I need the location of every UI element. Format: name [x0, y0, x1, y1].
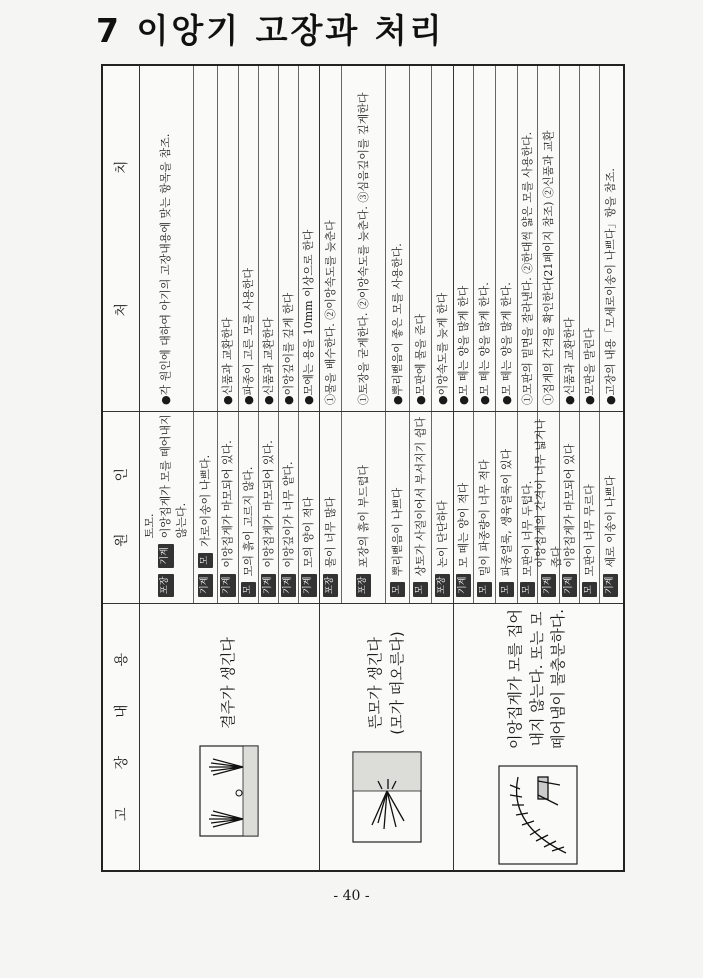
header-char: 용 — [114, 652, 130, 667]
floating-seedling-figure — [352, 751, 422, 843]
cause-row — [473, 412, 495, 603]
cause-line: 모판이 너무 무르다 — [582, 484, 596, 577]
category-badge: 모 — [520, 582, 535, 597]
remedy-text: ●고장의 내용「모세로이송이 나쁘다」항을 참조. — [603, 168, 617, 405]
defect-label — [218, 637, 240, 729]
cause-line: 모 떼는 양이 적다 — [456, 482, 470, 568]
cause-text — [220, 440, 236, 567]
cause-line: 상토가 사질이어서 부서지기 쉽다 — [413, 417, 427, 577]
remedy-row — [579, 66, 599, 411]
category-badge: 포장 — [158, 574, 173, 597]
cause-header — [103, 412, 140, 603]
header-char: 처 — [114, 302, 130, 317]
cause-line: 뿌리뻗음이 나쁘다 — [390, 487, 404, 577]
defect-line: (모가 떠오른다) — [387, 631, 406, 735]
cause-row — [217, 412, 238, 603]
header-char: 고 — [114, 807, 130, 822]
remedy-row — [537, 66, 559, 411]
remedy-text: ●모에는 용을 10mm 이상으로 한다 — [302, 229, 316, 405]
remedy-text: ●파종이 고른 모를 사용한다 — [241, 268, 255, 405]
cause-line: 포장의 흙이 부드럽다 — [356, 464, 370, 568]
category-badge: 기계 — [603, 574, 618, 597]
defect-line: 뜬모가 생긴다 — [365, 637, 384, 729]
remedy-text: ●신품과 교환한다 — [562, 317, 576, 405]
defect-line: 이앙집게가 모를 집어 — [505, 609, 524, 749]
cause-row — [258, 412, 278, 603]
cause-row — [385, 412, 409, 603]
cause-text — [301, 497, 317, 568]
category-badge: 기계 — [261, 574, 276, 597]
remedy-row — [453, 66, 473, 411]
header-char: 내 — [114, 704, 130, 719]
cause-line: 모의 흙이 고르지 않다. — [241, 466, 255, 577]
defect-label — [505, 609, 570, 749]
category-badge: 포장 — [323, 574, 338, 597]
remedy-text: ●이앙속도를 늦게 한다 — [435, 292, 449, 405]
page-title: 7 이앙기 고장과 처리 — [96, 11, 445, 50]
cause-text — [456, 483, 472, 568]
cause-text — [356, 465, 372, 568]
remedy-text: ●각 원인에 대하여 아기의 고장내용에 맞는 항목을 참조. — [159, 133, 173, 405]
cause-line: 세로 이송이 나쁘다 — [603, 475, 617, 568]
remedy-text: ●이앙깊이를 깊게 한다 — [281, 292, 295, 405]
category-badge: 기계 — [281, 574, 296, 597]
cause-line: 밀이 파종량이 너무 적다 — [477, 459, 491, 577]
cause-text — [323, 497, 339, 568]
remedy-row — [217, 66, 238, 411]
cause-row — [599, 412, 621, 603]
cause-line: 이앙깊이가 너무 얕다. — [281, 461, 295, 568]
cause-line: 않는다. — [174, 502, 188, 539]
defect-line: 내지 않는다. 또는 모 — [527, 611, 546, 747]
remedy-row — [473, 66, 495, 411]
cause-row — [238, 412, 258, 603]
troubleshooting-table — [101, 64, 625, 872]
category-badge: 기계 — [562, 574, 577, 597]
cause-row — [298, 412, 319, 603]
header-char: 장 — [114, 755, 130, 770]
category-badge: 모 — [413, 582, 428, 597]
category-badge: 모 — [390, 582, 405, 597]
remedy-row — [238, 66, 258, 411]
defect-column — [103, 604, 623, 870]
cause-text — [198, 455, 214, 547]
remedy-text: ●신품과 교환한다 — [221, 317, 235, 405]
category-badge: 모 — [582, 582, 597, 597]
remedy-row — [258, 66, 278, 411]
cause-text — [477, 460, 493, 577]
defect-line: 떼어냄이 불충분하다. — [549, 609, 568, 749]
cause-line: 토모. — [143, 513, 157, 539]
cause-line: 모판이 너무 두텁다. — [520, 480, 534, 577]
defect-header — [103, 604, 140, 870]
remedy-column — [103, 66, 623, 412]
cause-row — [319, 412, 341, 603]
cause-row — [431, 412, 453, 603]
cause-line: 이앙집게가 마모되어 있다. — [221, 440, 235, 568]
remedy-text: ●신품과 교환한다 — [261, 317, 275, 405]
cause-row — [139, 412, 193, 603]
remedy-text: ●모 떼는 양을 많게 한다 — [456, 285, 470, 405]
remedy-row — [278, 66, 298, 411]
cause-line: 물이 너무 많다 — [323, 496, 337, 568]
cause-text — [241, 467, 257, 577]
remedy-row — [319, 66, 341, 411]
category-badge: 기계 — [541, 574, 556, 597]
category-badge: 기계 — [220, 574, 235, 597]
cause-text — [435, 500, 451, 567]
cause-line: 논이 단단하다 — [435, 500, 449, 568]
category-badge: 기계 — [456, 574, 471, 597]
header-char: 치 — [114, 160, 130, 175]
category-badge: 기계 — [301, 574, 316, 597]
cause-text — [142, 414, 190, 538]
cause-row — [193, 412, 217, 603]
cause-row — [278, 412, 298, 603]
remedy-row — [495, 66, 517, 411]
defect-cell — [319, 604, 453, 870]
missing-plant-figure — [199, 745, 259, 837]
cause-column — [103, 412, 623, 604]
cause-line: 파종얼룩, 생육얼룩이 있다 — [499, 448, 513, 577]
cause-text — [390, 488, 406, 577]
cause-text — [582, 484, 598, 576]
category-badge: 포장 — [435, 574, 450, 597]
defect-cell — [139, 604, 319, 870]
remedy-text: ●모판을 말린다 — [582, 328, 596, 405]
cause-line: 이앙집게가 모를 떼어내지 — [159, 414, 173, 539]
cause-line: 이앙집게의 간격이 너무 넓거나 좁다 — [533, 418, 563, 568]
remedy-row — [193, 66, 217, 411]
remedy-row — [385, 66, 409, 411]
cause-line: 이앙집게가 마모되어 있다 — [562, 443, 576, 568]
category-badge: 기계 — [198, 574, 213, 597]
category-badge: 모 — [241, 582, 256, 597]
remedy-row — [599, 66, 621, 411]
remedy-row — [341, 66, 385, 411]
cause-text — [562, 444, 578, 568]
cause-text — [261, 440, 277, 567]
remedy-row — [517, 66, 537, 411]
remedy-row — [298, 66, 319, 411]
cause-text — [413, 417, 429, 576]
remedy-text: ●모판에 물을 준다 — [413, 314, 427, 405]
remedy-row — [139, 66, 193, 411]
cause-row — [533, 412, 563, 603]
cause-line: 모의 양이 적다 — [302, 496, 316, 568]
category-badge: 모 — [198, 553, 213, 568]
remedy-row — [409, 66, 431, 411]
page-number: - 40 - — [333, 888, 370, 904]
cause-line: 가로이송이 나쁘다. — [198, 454, 212, 547]
category-badge: 모 — [499, 582, 514, 597]
cause-row — [453, 412, 473, 603]
cause-row — [559, 412, 579, 603]
remedy-row — [559, 66, 579, 411]
cause-text — [499, 449, 515, 576]
category-badge: 모 — [477, 582, 492, 597]
cause-line: 이앙집게가 마모되어 있다. — [261, 440, 275, 568]
remedy-text: ①물을 배수한다. ②이앙속도를 늦춘다 — [323, 220, 337, 405]
seedling-pick-figure — [498, 765, 578, 865]
cause-row — [495, 412, 517, 603]
cause-row — [579, 412, 599, 603]
cause-text — [281, 461, 297, 567]
remedy-text: ①토장을 굳게한다. ②이앙속도를 늦춘다. ③심음깊이를 깊게한다 — [356, 92, 370, 405]
defect-label — [365, 631, 409, 734]
header-char: 인 — [114, 467, 130, 482]
category-badge: 포장 — [356, 574, 371, 597]
remedy-text: ●모 떼는 양을 많게 한다. — [477, 282, 491, 405]
remedy-text: ①집게의 간격을 확인한다(21페이지 참조) ②신품과 교환 — [541, 130, 555, 405]
remedy-text: ①모판의 밑면을 잘라낸다. ②한대씩 얇은 모를 사용한다. — [520, 131, 534, 405]
category-badge: 기계 — [158, 544, 173, 567]
cause-row — [341, 412, 385, 603]
remedy-header — [103, 66, 140, 411]
defect-line: 결주가 생긴다 — [219, 637, 238, 729]
cause-text — [603, 476, 619, 568]
header-char: 원 — [114, 533, 130, 548]
remedy-text: ●뿌리뻗음이 좋은 모를 사용한다. — [390, 243, 404, 405]
remedy-text: ●모 떼는 양을 많게 한다. — [499, 282, 513, 405]
defect-cell — [453, 604, 621, 870]
remedy-row — [431, 66, 453, 411]
cause-row — [409, 412, 431, 603]
